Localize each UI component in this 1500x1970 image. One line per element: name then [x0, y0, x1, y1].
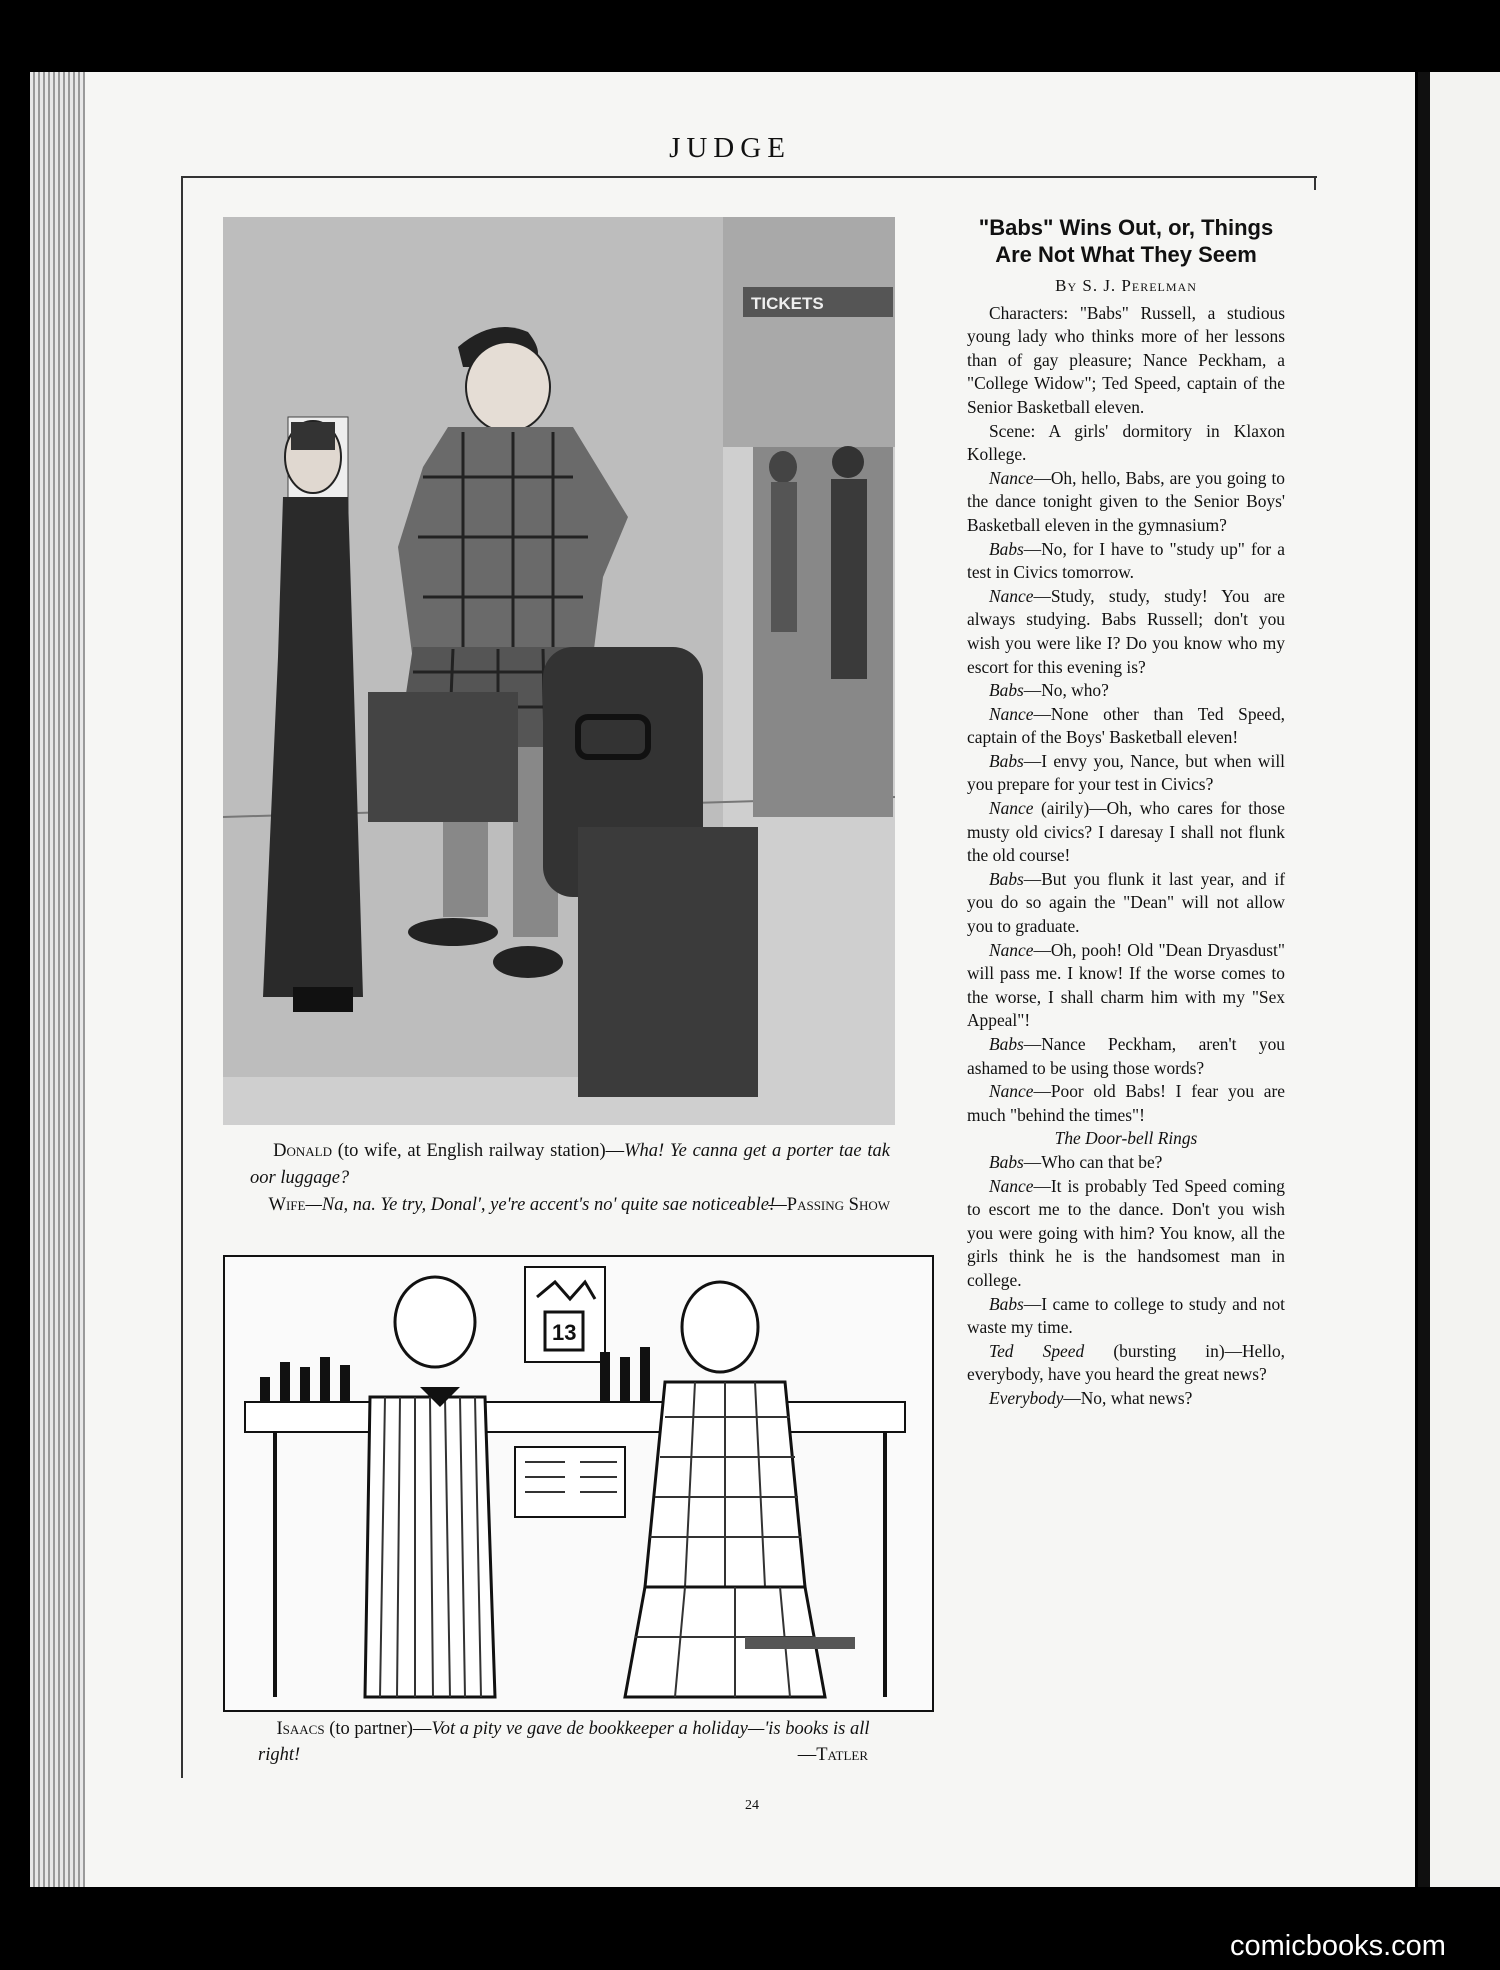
article-paragraph — [967, 868, 1285, 939]
article-paragraph — [967, 797, 1285, 868]
paragraph-text: —Oh, pooh! Old "Dean Dryasdust" will pass me. I know! If the worse comes to the worse, I shall charm him with my "Sex Appeal"! — [967, 939, 1285, 1031]
article-paragraph — [967, 420, 1285, 467]
caption-speaker-wife: Wife — [268, 1195, 306, 1215]
paragraph-text: —Oh, hello, Babs, are you going to the dance tonight given to the Senior Boys' Basketball eleven in the gymnasium? — [967, 467, 1285, 535]
cartoon1-credit: —Passing Show — [768, 1195, 890, 1215]
speaker-name: Everybody — [989, 1387, 1064, 1408]
paragraph-text: —No, who? — [1023, 680, 1109, 701]
cartoon1-caption — [250, 1138, 890, 1219]
article-title: "Babs" Wins Out, or, Things Are Not What They Seem — [978, 215, 1274, 267]
paragraph-text: —But you flunk it last year, and if you do so again the "Dean" will not allow you to graduate. — [967, 868, 1285, 937]
paragraph-text: (airily)—Oh, who cares for those musty old civics? I daresay I shall not flunk the old course! — [967, 798, 1285, 866]
cartoon2-credit: —Tatler — [797, 1745, 868, 1765]
paragraph-text: Characters: "Babs" Russell, a studious young lady who thinks more of her lessons than of gay pleasure; Nance Peckham, a "College Widow"; Ted Speed, captain of the Senior Basketball eleven. — [967, 302, 1285, 417]
paragraph-text: (bursting in)—Hello, everybody, have you heard the great news? — [967, 1340, 1285, 1385]
paragraph-text: —Poor old Babs! I fear you are much "behind the times"! — [967, 1081, 1285, 1125]
article-paragraph — [967, 1033, 1285, 1080]
caption-text-isaacs: (to partner)— — [329, 1719, 432, 1739]
tickets-sign-text: TICKETS — [751, 294, 824, 313]
article-paragraph — [967, 939, 1285, 1033]
article-paragraph — [967, 1127, 1285, 1151]
article-paragraph — [967, 1151, 1285, 1175]
speaker-name: Babs — [989, 538, 1024, 559]
paragraph-text: Scene: A girls' dormitory in Klaxon Kollege. — [967, 420, 1285, 465]
speaker-name: Babs — [989, 750, 1024, 771]
speaker-name: Babs — [989, 1293, 1024, 1314]
speaker-name: Babs — [989, 1034, 1024, 1054]
article-paragraph — [967, 1340, 1285, 1387]
caption-speaker-isaacs: Isaacs — [276, 1719, 325, 1739]
facing-page-edge — [1430, 72, 1500, 1887]
book-gutter — [1418, 72, 1430, 1887]
paragraph-text: —Who can that be? — [1023, 1151, 1163, 1172]
watermark: comicbooks.com — [1230, 1930, 1446, 1962]
article-paragraph — [967, 703, 1285, 750]
article-byline: By S. J. Perelman — [1055, 276, 1197, 295]
caption-text-donald: (to wife, at English railway station)— — [337, 1141, 625, 1161]
speaker-name: Nance — [989, 1081, 1034, 1102]
article-paragraph — [967, 585, 1285, 679]
paragraph-text: —It is probably Ted Speed coming to escort me to the dance. Don't you wish you were going with him? You know, all the girls think he is the handsomest man in college. — [967, 1175, 1285, 1290]
running-head: JUDGE — [669, 132, 791, 164]
calendar-number: 13 — [552, 1320, 577, 1345]
article-paragraph — [967, 302, 1285, 420]
paragraph-text: —Nance Peckham, aren't you ashamed to be using those words? — [967, 1034, 1285, 1078]
caption-speech-donald: Wha! Ye canna get a porter tae tak oor luggage? — [250, 1141, 891, 1188]
paragraph-text: —No, what news? — [1063, 1387, 1193, 1408]
paragraph-text: —None other than Ted Speed, captain of the Boys' Basketball eleven! — [967, 703, 1285, 748]
speaker-name: Nance — [989, 703, 1034, 724]
speaker-name: Nance — [989, 1175, 1034, 1196]
article-paragraph — [967, 467, 1285, 538]
book-page-edges — [30, 72, 90, 1887]
speaker-name: Babs — [989, 1151, 1024, 1172]
caption-speech-wife: —Na, na. Ye try, Donal', ye're accent's no' quite sae noticeable! — [305, 1195, 776, 1215]
article-paragraph — [967, 1175, 1285, 1293]
article-paragraph — [967, 1387, 1285, 1411]
cartoon-railway-station — [223, 217, 895, 1125]
paragraph-text: —I envy you, Nance, but when will you prepare for your test in Civics? — [967, 750, 1285, 795]
speaker-name: Nance — [989, 467, 1034, 488]
speaker-name: Nance — [989, 798, 1034, 819]
article-body — [967, 302, 1285, 1411]
speaker-name: Ted Speed — [989, 1340, 1085, 1361]
article-column — [967, 214, 1285, 1411]
speaker-name: Babs — [989, 680, 1024, 701]
speaker-name: Nance — [989, 939, 1034, 960]
page-number: 24 — [745, 1798, 759, 1813]
paragraph-text: —Study, study, study! You are always studying. Babs Russell; don't you wish you were like I? Do you know who my escort for this evening is? — [967, 585, 1285, 677]
article-paragraph — [967, 1293, 1285, 1340]
article-paragraph — [967, 750, 1285, 797]
paragraph-text: —I came to college to study and not waste my time. — [967, 1293, 1285, 1338]
paragraph-text: The Door-bell Rings — [1054, 1128, 1198, 1149]
article-paragraph — [967, 679, 1285, 703]
cartoon-bookkeepers — [223, 1255, 934, 1712]
caption-speech-isaacs: Vot a pity ve gave de bookkeeper a holiday—'is books is all right! — [258, 1719, 870, 1765]
page-rule-corner — [1314, 176, 1316, 190]
speaker-name: Babs — [989, 868, 1024, 889]
article-paragraph — [967, 538, 1285, 585]
caption-speaker-donald: Donald — [273, 1141, 332, 1161]
paragraph-text: —No, for I have to "study up" for a test in Civics tomorrow. — [967, 538, 1285, 583]
speaker-name: Nance — [989, 585, 1034, 606]
cartoon2-caption — [258, 1716, 898, 1768]
article-paragraph — [967, 1080, 1285, 1127]
